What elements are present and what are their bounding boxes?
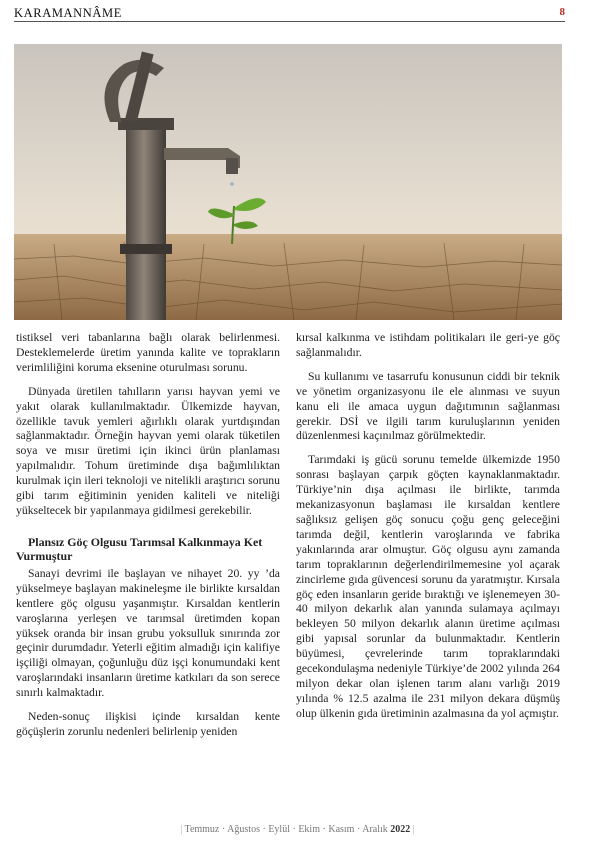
footer-month: Ağustos bbox=[227, 824, 260, 835]
footer-month: Eylül bbox=[268, 824, 290, 835]
page-footer bbox=[0, 824, 595, 835]
footer-month: Temmuz bbox=[184, 824, 220, 835]
water-pump-sprout-image bbox=[14, 44, 562, 320]
footer-dot: · bbox=[356, 824, 361, 835]
footer-month: Ekim bbox=[298, 824, 320, 835]
footer-month: Kasım bbox=[328, 824, 355, 835]
article-photo bbox=[14, 44, 562, 320]
footer-dot: · bbox=[322, 824, 326, 835]
paragraph: tistiksel veri tabanlarına bağlı olarak belirlenmesi. Desteklemelerde üretim yanında kalite ve toprakların verimliliğini koruma eksenine oturulması sorunu. bbox=[16, 331, 280, 374]
footer-separator: | bbox=[180, 824, 183, 835]
left-column bbox=[16, 331, 280, 749]
footer-dot: · bbox=[262, 824, 266, 835]
section-heading: Plansız Göç Olgusu Tarımsal Kalkınmaya Ket Vurmuştur bbox=[16, 534, 263, 563]
magazine-name: KARAMANNÂME bbox=[14, 6, 122, 20]
paragraph: kırsal kalkınma ve istihdam politikaları ile geri-ye göç sağlanmalıdır. bbox=[296, 331, 560, 359]
footer-dot: · bbox=[292, 824, 296, 835]
right-column bbox=[296, 331, 560, 731]
paragraph: Tarımdaki iş gücü sorunu temelde ülkemizde 1950 sonrası başlayan çarpık göçten kaynaklanmaktadır. Türkiye’nin dışa açılması ile birlikte, tarımda mekanizasyonun başlaması ile kırsaldan kentlere sağlıksız gelişen göç sonucu çoğu genç geleceğini tarımda değil, kentlerin varoşlarında ve fabrika yakınlarında arar olmuştur. Göç olgusu aynı zamanda tarım topraklarının değerlendirilmemesine yol açarak zincirleme gıda güvencesi sorunu da yaratmıştır. Kırsala göç eden insanların geride bıraktığı ve işlenemeyen 30-40 milyon dekarlık alan yanında sulamaya açılmayı bekleyen 50 milyon dekarlık alanın üretime açılması gibi yapısal sorunlar da bulunmaktadır. Kentlerin büyümesi, çevrelerinde tarım topraklarındaki gecekondulaşma nedeniyle Türkiye’de 2002 yılında 264 milyon dekar olan işlenen tarım alanı varlığı 2019 yılında % 12.5 azalma ile 231 milyon dekara düşmüş olup ülkenin gıda üretiminin azalmasına da yol açmıştır. bbox=[296, 453, 560, 720]
page-number: 8 bbox=[559, 6, 565, 18]
paragraph: Dünyada üretilen tahılların yarısı hayvan yemi ve yakıt olarak kullanılmaktadır. Ülkemizde hayvan, özellikle tavuk yemleri ağırlıklı olarak yurtdışından sağlanmaktadır. Örneğin hayvan yemi olarak tüketilen soya ve mısır üretimi için ikinci ürün planlaması yapılmalıdır. Tohum üretiminde dışa bağımlılıktan kurulmak için ileri teknoloji ve nitelikli araştırıcı sorunu gibi tarım eğitiminin yeniden kaliteli ve niteliği yükseltecek bir yapılanmaya gidilmesi gerekebilir. bbox=[16, 384, 280, 517]
footer-month: Aralık bbox=[362, 824, 388, 835]
footer-year: 2022 bbox=[390, 824, 411, 835]
footer-separator: | bbox=[412, 824, 415, 835]
paragraph: Sanayi devrimi ile başlayan ve nihayet 20. yy ’da yükselmeye başlayan makineleşme ile birlikte kırsaldan kentlere göç olgusu yaşanmıştır. Kırsaldan kentlerin varoşlarına yerleşen ve tarımsal üretimden kopan yüksek oranda bir insan grubu yoksulluk sınırında zor geçinir durumdadır. Yeterli eğitim almadığı için kalifiye işçiliği olmayan, çoğunluğu düz işçi konumundaki kent varoşlarındaki insanların üretime katkıları da son serece sınırlı kalmaktadır. bbox=[16, 566, 280, 700]
footer-dot: · bbox=[221, 824, 226, 835]
page-header bbox=[14, 4, 565, 22]
header-rule bbox=[14, 21, 565, 22]
paragraph: Su kullanımı ve tasarrufu konusunun ciddi bir teknik ve yönetim organizasyonu ile ele alınması ve suyun kanu eli ile amaca uygun dağıtımının sağlanması gerekir. DSİ ve ilgili tarım kuruluşlarının yeniden düzenlenmesi kaçınılmaz görülmektedir. bbox=[296, 369, 560, 443]
paragraph: Neden-sonuç ilişkisi içinde kırsaldan kente göçüşlerin zorunlu nedenleri belirlenip yeniden bbox=[16, 710, 280, 738]
